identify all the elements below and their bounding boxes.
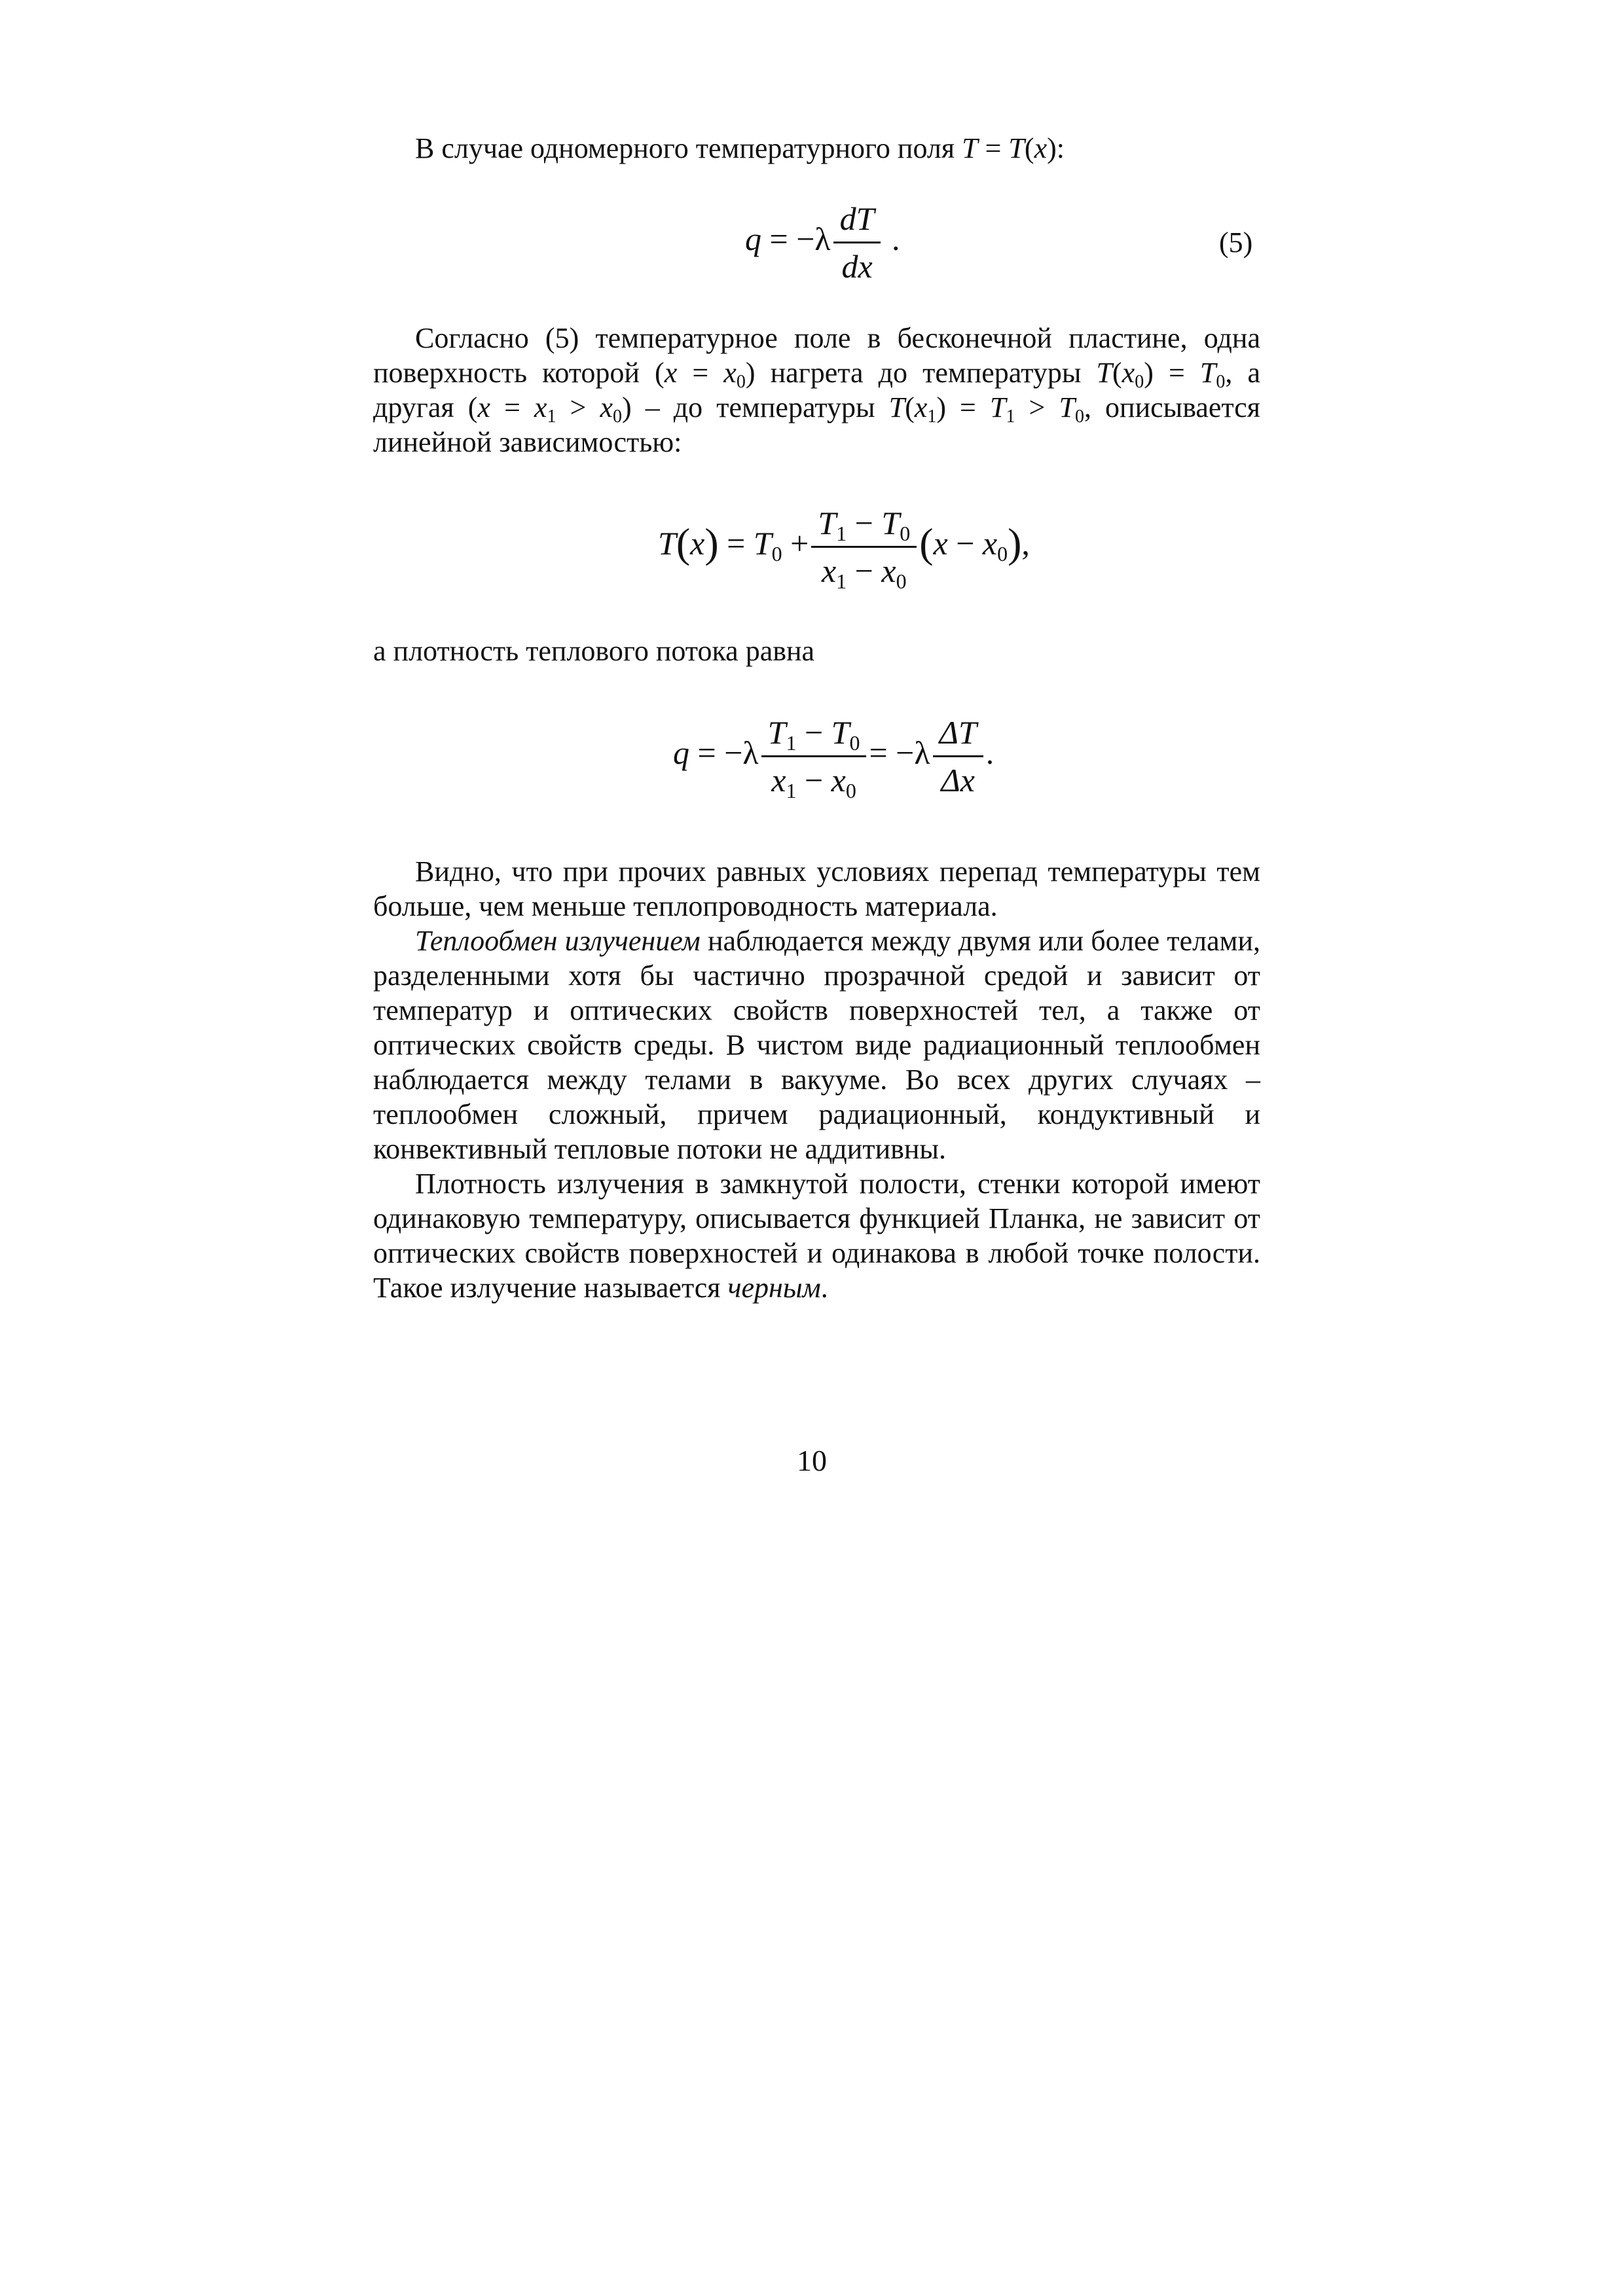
paragraph-radiation: Теплообмен излучением наблюдается между двумя или более телами, разделенными хотя бы частично прозрачной средой и зависит от температур и оптических свойств поверхностей тел, а также от оптических свойств среды. В чистом виде радиационный теплообмен наблюдается между телами в вакууме. Во всех других случаях – теплообмен сложный, причем радиационный, кондуктивный и конвективный тепловые потоки не аддитивны. [373, 925, 1260, 1165]
equation-flux: q = −λ $\frac{T_1 - T_0}{x_1 - x_0}$ = −λ $\frac{\Delta T}{\Delta x}$ . [673, 714, 994, 802]
page-number: 10 [797, 1444, 827, 1477]
fraction-dT-dx: $\frac{dT}{dx}$ [833, 200, 881, 285]
paragraph-flux-intro: а плотность теплового потока равна [373, 635, 815, 667]
paragraph-linear: Согласно (5) температурное поле в бесконечной пластине, одна поверхность которой $(x = x_0)$ нагрета до температуры $T(x_0) = T_0$, а другая $(x = x_1 > x_0)$ – до температуры $T(x_1) = T_1 > T_0$, описывается линейной зависимостью: [373, 322, 1260, 458]
fraction-temperature-gradient: $\frac{T_1 - T_0}{x_1 - x_0}$ [811, 504, 917, 590]
equation-5: q = −λ $\frac{dT}{dx}$ . [745, 200, 900, 285]
fraction-delta: $\frac{\Delta T}{\Delta x}$ [933, 713, 983, 799]
paragraph-conductivity: Видно, что при прочих равных условиях перепад температуры тем больше, чем меньше теплопроводность материала. [373, 855, 1260, 922]
intro-text: В случае одномерного температурного поля [415, 132, 962, 164]
fraction-temperature-difference: $\frac{T_1 - T_0}{x_1 - x_0}$ [761, 713, 867, 799]
body-paragraphs [373, 854, 1260, 1305]
paragraph-planck: Плотность излучения в замкнутой полости, стенки которой имеют одинаковую температуру, описывается функцией Планка, не зависит от оптических свойств поверхностей и одинакова в любой точке полости. Такое излучение называется черным. [373, 1168, 1260, 1304]
intro-paragraph: В случае одномерного температурного поля T = T(x): [415, 132, 1065, 164]
equation-number: (5) [1219, 226, 1253, 259]
equation-linear: $T(x) = T_0$ + $\frac{T_1 - T_0}{x_1 - x_0}$ $(x - x_0)$, [658, 505, 1030, 593]
